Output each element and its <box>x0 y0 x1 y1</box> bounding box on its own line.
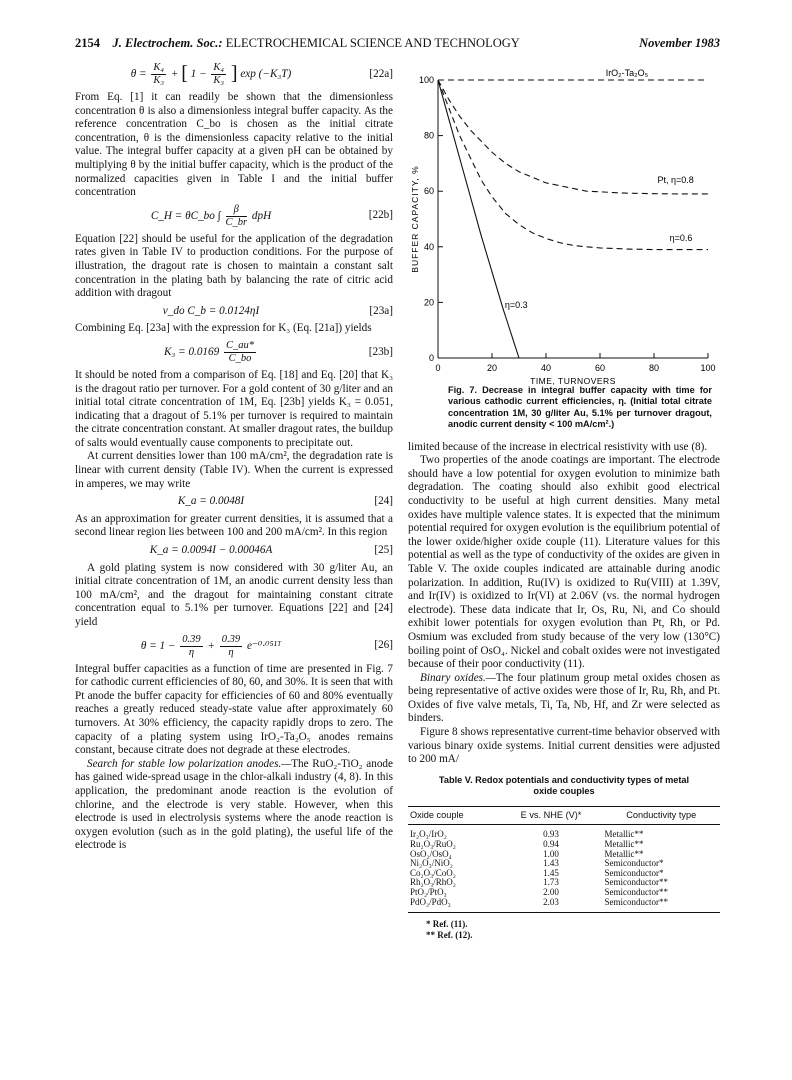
table-cell: Co₂O₃/CoO₂ <box>410 867 456 878</box>
paragraph: Figure 8 shows representative current-time behavior observed with various binary oxide systems. Initial current densities were adjusted to 200 mA/ <box>408 726 720 766</box>
page-number: 2154 <box>75 36 100 50</box>
y-tick-label: 60 <box>423 186 434 197</box>
table-cell: Semiconductor** <box>604 887 668 897</box>
label-eta-0.6: η=0.6 <box>669 233 693 244</box>
equation-23a: v_do C_b = 0.0124ηI [23a] <box>162 304 393 317</box>
equation-25: K_a = 0.0094I − 0.00046A [25] <box>149 544 393 557</box>
table-cell: 1.45 <box>543 867 559 878</box>
paragraph: Integral buffer capacities as a function of time are presented in Fig. 7 for cathodic current efficiencies of 80, 60, and 30%. It is seen that with Pt anode the buffer capacity for efficiencies of 60 and 80% eventually reaches a greatly reduced steady-state value after approximately 60 turnovers. At 30% efficiency, the capacity rapidly drops to zero. The capacity of a plating system using IrO₂-Ta₂O₅ anodes remains constant, because citrate does not degrade at these electrodes. <box>75 662 393 757</box>
table-cell: 0.93 <box>543 829 559 840</box>
running-header <box>75 36 720 51</box>
table-cell: 1.00 <box>543 848 559 859</box>
section-heading: Search for stable low polarization anodes.— <box>87 757 292 770</box>
equation-23b: K₃ = 0.0169 $\frac{C\_au*}{C\_bo}$ [23b] <box>163 339 393 364</box>
series-eta-0.3 <box>438 80 519 358</box>
section-heading: Binary oxides.— <box>420 671 496 684</box>
label-iro2-ta2o5: IrO₂-Ta₂O₅ <box>605 67 649 78</box>
paragraph: limited because of the increase in electrical resistivity with use (8). <box>408 440 708 453</box>
table-cell: Semiconductor* <box>604 867 664 878</box>
paragraph: Combining Eq. [23a] with the expression for K₃ (Eq. [21a]) yields <box>75 322 372 335</box>
paragraph: Equation [22] should be useful for the application of the degradation rates given in Table IV to production conditions. For the purpose of illustration, the dragout rate is chosen to maintain a constant salt concentration in the plating bath by balancing the rate of citric acid addition with dragout <box>75 232 393 300</box>
journal-name: J. Electrochem. Soc.: <box>112 36 223 50</box>
table-cell: Ru₂O₃/RuO₂ <box>410 839 456 850</box>
table-cell: Ir₂O₃/IrO₂ <box>410 829 447 840</box>
x-tick-label: 100 <box>700 363 716 373</box>
equation-26: θ = 1 − $\frac{0.39}{\eta}$ + $\frac{0.39}{\eta}$ e⁻⁰·⁰⁵¹ᵀ [26] <box>140 633 393 658</box>
table-header: Conductivity type <box>602 806 720 825</box>
y-tick-label: 40 <box>423 241 434 252</box>
figure-7-chart <box>408 58 720 386</box>
equation-24: K_a = 0.0048I [24] <box>177 495 393 508</box>
figure-caption: Fig. 7. Decrease in integral buffer capacity with time for various cathodic current efficiencies, η. (Initial total citrate concentration 1M, 30 g/liter Au, 5.1% per turnover dragout, anodic current density < 100 mA/cm².) <box>448 384 712 430</box>
x-axis-label: TIME, TURNOVERS <box>530 376 616 386</box>
paragraph: From Eq. [1] it can readily be shown that the dimensionless concentration θ is also a dimensionless integral buffer capacity. As the reference concentration C_bo is chosen as the initial citrate concentration, θ is the dimensionless capacity relative to the initial value. The integral buffer capacity at a given pH can be obtained by multiplying θ by the initial buffer capacity, which is the product of the normalized capacities given in Table I and the initial buffer concentration <box>75 91 393 199</box>
paragraph: A gold plating system is now considered with 30 g/liter Au, an initial citrate concentration of 1M, an anodic current density less than 100 mA/cm², and the dragout for maintaining constant citrate concentration equal to 5.1% per turnover. Equations [22] and [24] yield <box>75 561 393 628</box>
table-cell: PtO₂/PtO₃ <box>410 887 447 897</box>
equation-number: [22a] <box>369 67 393 80</box>
table-row <box>408 840 720 850</box>
equation-number: [23b] <box>368 345 393 358</box>
table-row <box>408 850 720 860</box>
y-axis-label: BUFFER CAPACITY, % <box>410 165 420 273</box>
table-cell: Semiconductor* <box>604 858 664 869</box>
issue-date: November 1983 <box>639 36 720 50</box>
table-cell: Semiconductor** <box>604 877 668 888</box>
paragraph: It should be noted from a comparison of Eq. [18] and Eq. [20] that K₃ is the dragout ratio per turnover. For a gold content of 30 g/liter and an initial total citrate concentration of 1M, Eq. [23b] yields K₃ = 0.051, indicating that a dragout of 5.1% per turnover is required to maintain the citrate concentration constant. At smaller dragout rates, the buildup of salts would eventually cause components to precipitate out. <box>75 368 393 449</box>
journal-section: ELECTROCHEMICAL SCIENCE AND TECHNOLOGY <box>225 36 520 50</box>
left-column <box>75 58 393 853</box>
equation-number: [25] <box>374 544 393 557</box>
table-header: E vs. NHE (V)* <box>500 806 603 825</box>
equation-22a: θ = $\frac{\text{K₄}}{\text{K₃}}$ + [ 1 − $\frac{\text{K₄}}{\text{K₃}}$ ] exp (−K₃T) [22a] <box>130 62 393 86</box>
table-cell: OsO₂/OsO₄ <box>410 848 452 859</box>
table-cell: 1.73 <box>543 877 559 888</box>
paragraph: Binary oxides.—The four platinum group metal oxides chosen as being representative of active oxides were those of Ir, Ru, Rh, and Pt. Oxides of five valve metals, Ti, Ta, Nb, Hf, and Zr were selected as binders. <box>408 671 720 725</box>
y-tick-label: 0 <box>428 353 434 363</box>
table-cell: Metallic** <box>604 829 644 840</box>
table-cell: 2.00 <box>543 887 559 897</box>
table-row <box>408 825 720 840</box>
x-tick-label: 0 <box>435 363 441 373</box>
y-tick-label: 80 <box>423 130 434 141</box>
right-column <box>408 58 720 940</box>
x-tick-label: 60 <box>594 363 606 373</box>
table-row <box>408 888 720 898</box>
table-notes <box>408 919 720 940</box>
paragraph: Search for stable low polarization anodes.—The RuO₂-TiO₂ anode has gained wide-spread usage in the chlor-alkali industry (4, 8). In this application, the predominant anode reaction is the evolution of chlorine, and the electrode is very stable. However, when this electrode is used in electrolysis systems where the anode reaction is oxygen evolution (such as in the gold plating), the useful life of the electrode is <box>75 757 393 852</box>
label-pt-eta-0.8: Pt, η=0.8 <box>657 174 694 185</box>
table-cell: Semiconductor** <box>602 898 720 913</box>
x-tick-label: 20 <box>486 363 498 373</box>
equation-22b: C_H = θC_bo ∫ $\frac{\beta}{C\_br}$ dpH [22b] <box>150 203 393 228</box>
table-cell: 0.94 <box>543 839 559 850</box>
paragraph: At current densities lower than 100 mA/cm², the degradation rate is linear with current density (Table IV). When the current is expressed in amperes, we may write <box>75 450 393 490</box>
paragraph: Two properties of the anode coatings are important. The electrode should have a low potential for oxygen evolution to minimize bath degradation. The coating should also exhibit good electrical conductivity to be useful at high current densities. Many metal oxides have multiple valence states. It is expected that the minimum potential required for oxygen evolution is the equilibrium potential of the lower oxide/higher oxide couple (11). Literature values for this potential as well as the type of conductivity of the oxides are given in Table V. The oxide couples indicated are attainable during anodic polarization. In addition, Ru(IV) is oxidized to Ru(VIII) at 1.39V, and Ir(IV) is oxidized to Ir(VI) at 2.06V (vs. the normal hydrogen electrode). These data indicate that Ir, Os, Ru, Ni, and Co should exhibit lower potentials for oxygen evolution than Pt, Rh, or Pd. Osmium was excluded from study because of the very low (130°C) boiling point of OsO₄. Nickel and cobalt oxides were not investigated because of their poor conductivity (11). <box>408 454 720 671</box>
y-tick-label: 20 <box>423 297 434 308</box>
table-cell: PdO₂/PdO₃ <box>408 898 500 913</box>
table-row <box>408 878 720 888</box>
equation-number: [24] <box>374 495 393 508</box>
table-cell: Metallic** <box>604 848 644 859</box>
redox-table <box>408 806 720 913</box>
x-tick-label: 40 <box>540 363 552 373</box>
table-cell: Metallic** <box>604 839 644 850</box>
y-tick-label: 100 <box>418 75 434 85</box>
equation-number: [22b] <box>368 209 393 222</box>
table-row <box>408 898 720 913</box>
table-cell: Rh₂O₃/RhO₂ <box>410 877 456 888</box>
table-header: Oxide couple <box>408 806 500 825</box>
equation-number: [23a] <box>369 304 393 317</box>
x-tick-label: 80 <box>648 363 660 373</box>
table-title: Table V. Redox potentials and conductivity types of metal oxide couples <box>438 774 690 797</box>
table-cell: 1.43 <box>543 858 559 869</box>
equation-number: [26] <box>374 639 393 652</box>
table-cell: 2.03 <box>500 898 603 913</box>
table-cell: Ni₂O₃/NiO₂ <box>410 858 453 869</box>
table-note: ** Ref. (12). <box>426 929 473 940</box>
table-note: * Ref. (11). <box>426 919 468 930</box>
paragraph: As an approximation for greater current densities, it is assumed that a second linear region lies between 100 and 200 mA/cm². In this region <box>75 512 393 539</box>
label-eta-0.3: η=0.3 <box>504 299 528 310</box>
